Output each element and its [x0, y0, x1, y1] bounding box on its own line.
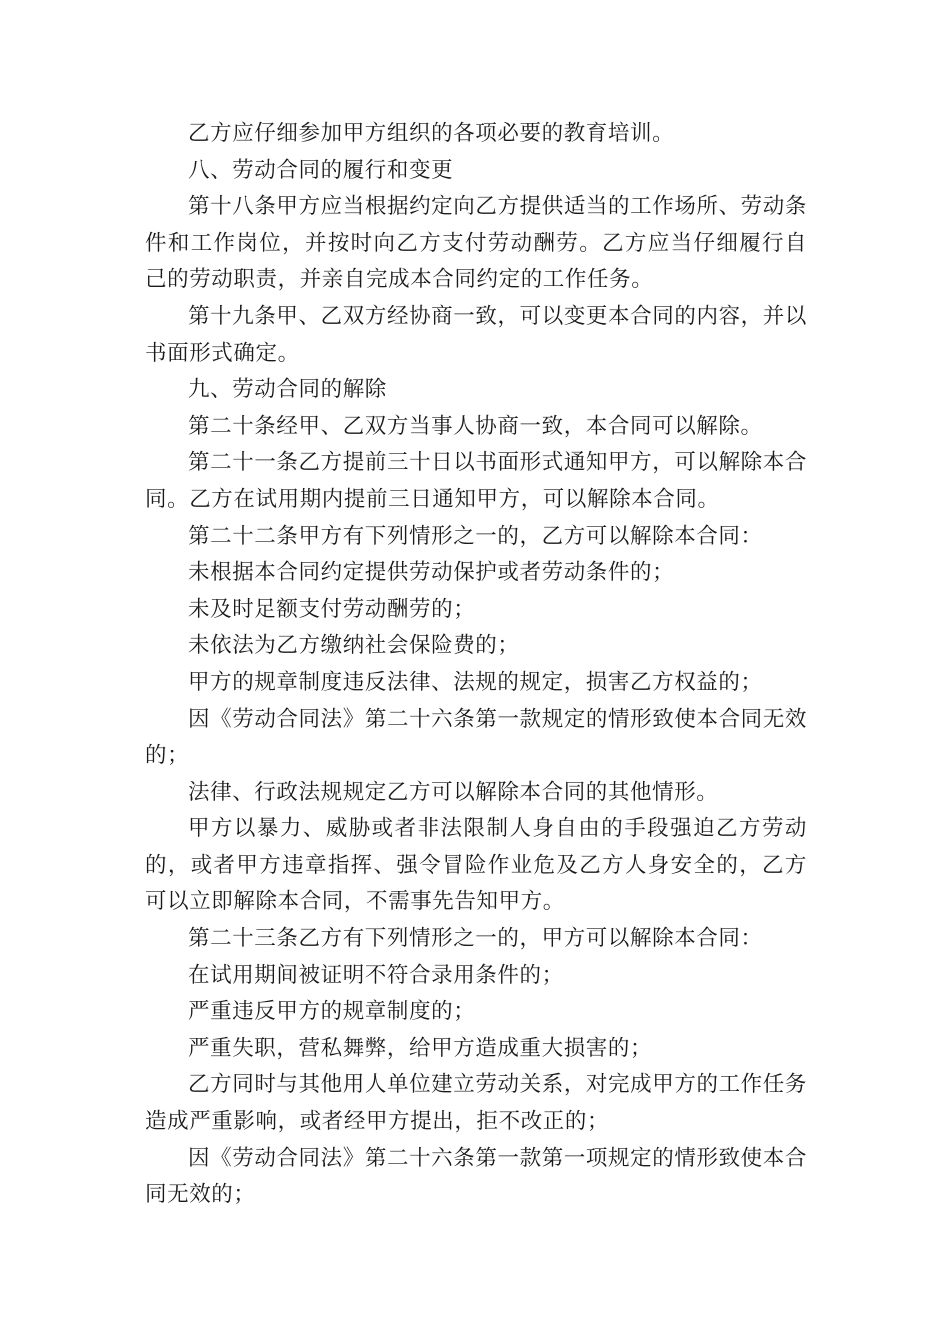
list-item: 未及时足额支付劳动酬劳的；	[188, 596, 476, 622]
list-item: 法律、行政法规规定乙方可以解除本合同的其他情形。	[188, 779, 719, 805]
article-23: 第二十三条乙方有下列情形之一的，甲方可以解除本合同：	[188, 926, 763, 952]
article-20: 第二十条经甲、乙双方当事人协商一致，本合同可以解除。	[188, 413, 763, 439]
list-item: 未依法为乙方缴纳社会保险费的；	[188, 633, 520, 659]
list-item: 严重违反甲方的规章制度的；	[188, 999, 476, 1025]
article-18: 第十八条甲方应当根据约定向乙方提供适当的工作场所、劳动条件和工作岗位，并按时向乙方支付劳动酬劳。乙方应当仔细履行自己的劳动职责，并亲自完成本合同约定的工作任务。	[145, 194, 807, 293]
list-item: 未根据本合同约定提供劳动保护或者劳动条件的；	[188, 560, 675, 586]
document-body	[145, 116, 807, 1214]
article-22: 第二十二条甲方有下列情形之一的，乙方可以解除本合同：	[188, 523, 763, 549]
paragraph-training: 乙方应仔细参加甲方组织的各项必要的教育培训。	[188, 121, 675, 146]
article-19: 第十九条甲、乙双方经协商一致，可以变更本合同的内容，并以书面形式确定。	[145, 303, 807, 366]
article-21: 第二十一条乙方提前三十日以书面形式通知甲方，可以解除本合同。乙方在试用期内提前三日通知甲方，可以解除本合同。	[145, 450, 807, 512]
list-item: 因《劳动合同法》第二十六条第一款第一项规定的情形致使本合同无效的；	[145, 1145, 807, 1208]
paragraph-immediate-termination: 甲方以暴力、威胁或者非法限制人身自由的手段强迫乙方劳动的，或者甲方违章指挥、强令冒险作业危及乙方人身安全的，乙方可以立即解除本合同，不需事先告知甲方。	[145, 816, 807, 915]
list-item: 乙方同时与其他用人单位建立劳动关系，对完成甲方的工作任务造成严重影响，或者经甲方提出，拒不改正的；	[145, 1072, 807, 1135]
section-heading-termination: 九、劳动合同的解除	[188, 377, 387, 403]
list-item: 甲方的规章制度违反法律、法规的规定，损害乙方权益的；	[188, 669, 763, 695]
section-heading-performance: 八、劳动合同的履行和变更	[188, 157, 454, 183]
list-item: 因《劳动合同法》第二十六条第一款规定的情形致使本合同无效的；	[145, 706, 807, 769]
list-item: 严重失职，营私舞弊，给甲方造成重大损害的；	[188, 1035, 653, 1061]
list-item: 在试用期间被证明不符合录用条件的；	[188, 962, 564, 988]
